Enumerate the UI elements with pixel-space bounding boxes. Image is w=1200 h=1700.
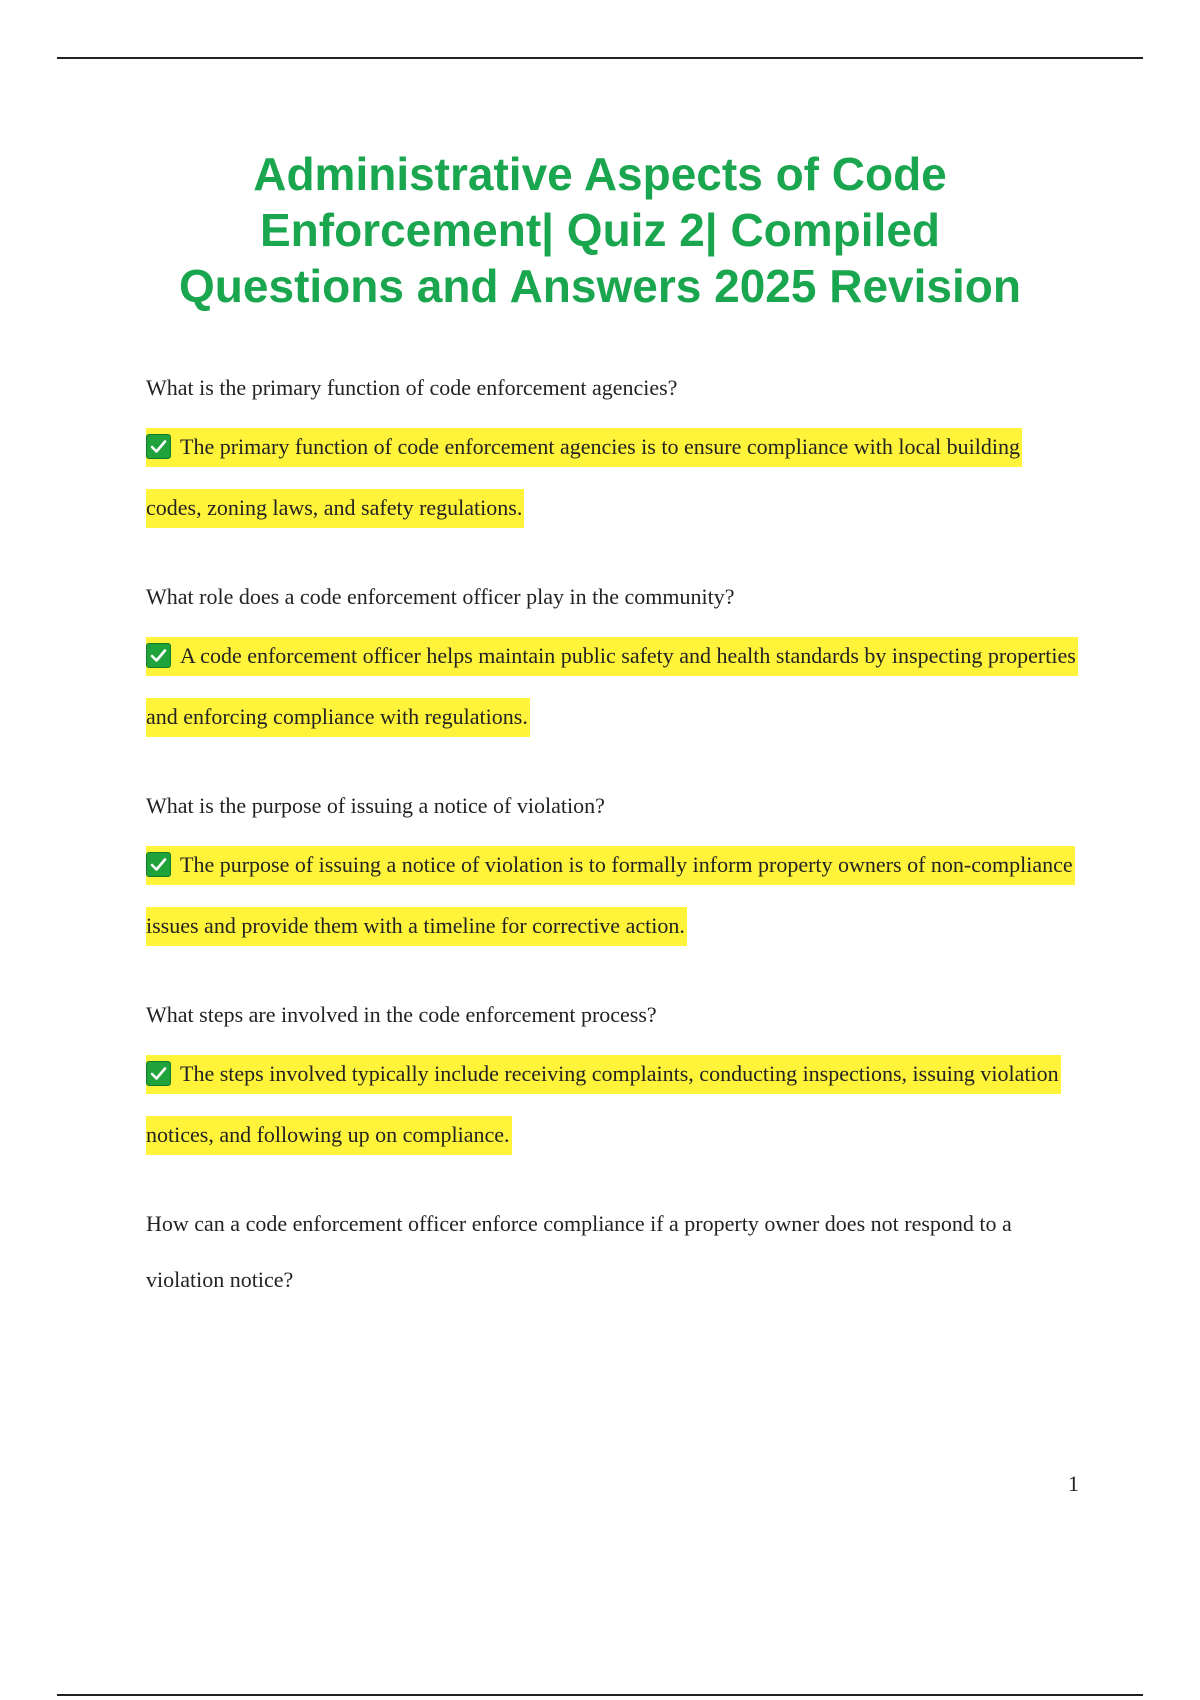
checkmark-icon (146, 434, 171, 459)
answer-text (146, 1043, 1080, 1165)
qa-item (146, 360, 1080, 538)
question-text: How can a code enforcement officer enforce compliance if a property owner does not respond to a violation notice? (146, 1211, 1012, 1292)
bottom-rule (57, 1694, 1143, 1696)
page-number: 1 (1068, 1471, 1079, 1496)
answer-text (146, 625, 1080, 747)
checkmark-icon (146, 643, 171, 668)
answer-body: The purpose of issuing a notice of violation is to formally inform property owners of non-compliance issues and provide them with a timeline for corrective action. (146, 852, 1073, 938)
question-text: What steps are involved in the code enforcement process? (146, 1002, 657, 1027)
qa-item (146, 569, 1080, 747)
question-text: What is the purpose of issuing a notice of violation? (146, 793, 605, 818)
qa-item (146, 987, 1080, 1165)
question-text: What role does a code enforcement officer play in the community? (146, 584, 735, 609)
qa-item (146, 778, 1080, 956)
answer-body: A code enforcement officer helps maintain public safety and health standards by inspecting properties and enforcing compliance with regulations. (146, 643, 1076, 729)
answer-text (146, 416, 1080, 538)
answer-text (146, 834, 1080, 956)
answer-highlight (146, 637, 1078, 737)
answer-body: The steps involved typically include receiving complaints, conducting inspections, issuing violation notices, and following up on compliance. (146, 1061, 1059, 1147)
qa-item (146, 1196, 1080, 1308)
answer-body: The primary function of code enforcement agencies is to ensure compliance with local building codes, zoning laws, and safety regulations. (146, 434, 1020, 520)
document-title: Administrative Aspects of Code Enforcement| Quiz 2| Compiled Questions and Answers 2025 Revision (179, 148, 1021, 312)
qa-list (146, 360, 1080, 1339)
answer-highlight (146, 846, 1075, 946)
checkmark-icon (146, 1061, 171, 1086)
answer-highlight (146, 1055, 1061, 1155)
question-text: What is the primary function of code enforcement agencies? (146, 375, 678, 400)
answer-highlight (146, 428, 1022, 528)
top-rule (57, 57, 1143, 59)
checkmark-icon (146, 852, 171, 877)
